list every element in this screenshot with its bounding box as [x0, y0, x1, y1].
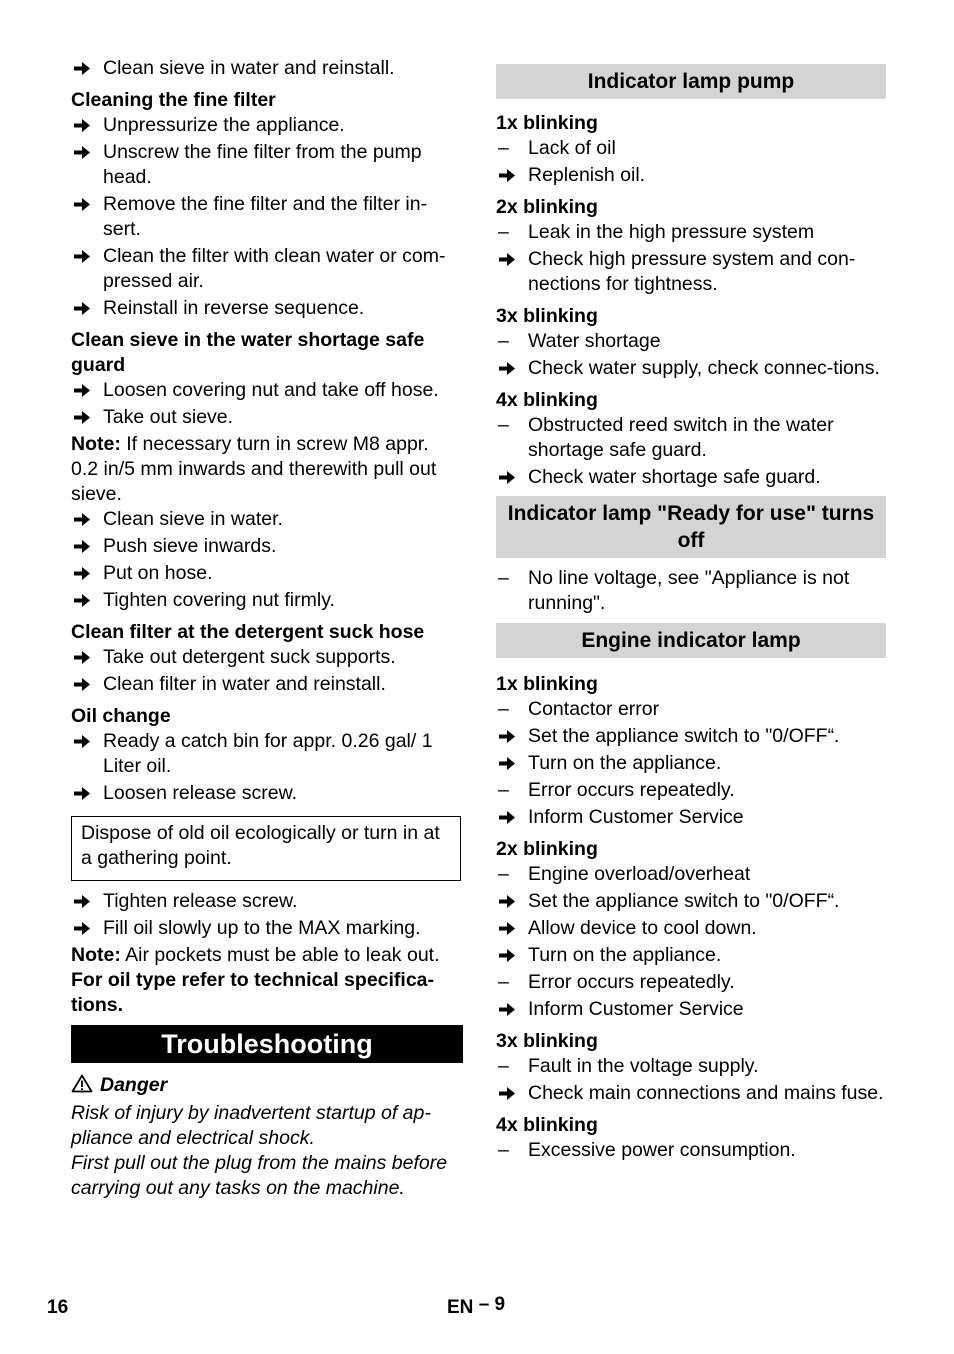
arrow-right-icon — [73, 566, 91, 581]
list-item: Turn on the appliance. — [496, 943, 886, 968]
list-item: Ready a catch bin for appr. 0.26 gal/ 1 Liter oil. — [71, 729, 461, 779]
list-item: Unpressurize the appliance. — [71, 113, 461, 138]
list-item: – Fault in the voltage supply. — [498, 1055, 759, 1077]
subheading-2x-blinking: 2x blinking — [496, 196, 598, 218]
arrow-right-icon — [73, 61, 91, 76]
arrow-right-icon — [498, 921, 516, 936]
arrow-right-icon — [498, 361, 516, 376]
list-item: – No line voltage, see "Appliance is not running". — [498, 567, 850, 614]
arrow-right-icon — [498, 470, 516, 485]
dash-bullet: – — [498, 1055, 509, 1077]
list-item: – Excessive power consumption. — [498, 1139, 796, 1161]
arrow-right-icon — [73, 197, 91, 212]
list-item: Reinstall in reverse sequence. — [71, 296, 461, 321]
list-item: Put on hose. — [71, 561, 461, 586]
arrow-right-icon — [498, 729, 516, 744]
subheading-1x-blinking: 1x blinking — [496, 112, 598, 134]
section-title-troubleshooting: Troubleshooting — [71, 1025, 463, 1063]
list-item: Clean sieve in water. — [71, 507, 461, 532]
list-item: Fill oil slowly up to the MAX marking. — [71, 916, 461, 941]
list-item: Check water supply, check connec-tions. — [496, 356, 886, 381]
arrow-right-icon — [498, 894, 516, 909]
danger-heading: Danger — [71, 1073, 461, 1098]
heading-engine-indicator-lamp: Engine indicator lamp — [496, 623, 886, 658]
arrow-right-icon — [73, 118, 91, 133]
subheading-3x-blinking: 3x blinking — [496, 1030, 598, 1052]
warning-triangle-icon — [71, 1074, 93, 1093]
arrow-right-icon — [73, 249, 91, 264]
arrow-right-icon — [498, 1086, 516, 1101]
list-item: Remove the fine filter and the filter in-sert. — [71, 192, 461, 242]
list-item: Loosen release screw. — [71, 781, 461, 806]
list-item: Unscrew the fine filter from the pump head. — [71, 140, 461, 190]
subheading-4x-blinking: 4x blinking — [496, 389, 598, 411]
list-item: Inform Customer Service — [496, 805, 886, 830]
arrow-right-icon — [73, 650, 91, 665]
arrow-right-icon — [498, 756, 516, 771]
heading-ready-for-use-lamp: Indicator lamp "Ready for use" turns off — [496, 496, 886, 558]
list-item: Push sieve inwards. — [71, 534, 461, 559]
list-item: Turn on the appliance. — [496, 751, 886, 776]
arrow-right-icon — [73, 301, 91, 316]
subheading-3x-blinking: 3x blinking — [496, 305, 598, 327]
list-item: – Engine overload/overheat — [498, 863, 751, 885]
arrow-right-icon — [498, 948, 516, 963]
arrow-right-icon — [73, 894, 91, 909]
list-item: Clean filter in water and reinstall. — [71, 672, 461, 697]
list-item: Allow device to cool down. — [496, 916, 886, 941]
arrow-right-icon — [73, 512, 91, 527]
right-column — [496, 64, 886, 1165]
arrow-right-icon — [73, 677, 91, 692]
list-item: Take out sieve. — [71, 405, 461, 430]
list-item: Tighten release screw. — [71, 889, 461, 914]
list-item: Check high pressure system and con-nections for tightness. — [496, 247, 886, 297]
heading-indicator-lamp-pump: Indicator lamp pump — [496, 64, 886, 99]
list-item: Clean the filter with clean water or com-pressed air. — [71, 244, 461, 294]
note-paragraph: Note: If necessary turn in screw M8 appr. 0.2 in/5 mm inwards and therewith pull out sieve. — [71, 433, 437, 505]
dash-bullet: – — [498, 414, 509, 436]
heading-oil-change: Oil change — [71, 705, 171, 727]
list-item: Check main connections and mains fuse. — [496, 1081, 886, 1106]
heading-fine-filter: Cleaning the fine filter — [71, 89, 276, 111]
list-item: Loosen covering nut and take off hose. — [71, 378, 461, 403]
list-item: Set the appliance switch to "0/OFF“. — [496, 889, 886, 914]
arrow-right-icon — [73, 734, 91, 749]
list-item: Clean sieve in water and reinstall. — [71, 56, 461, 81]
list-item: – Error occurs repeatedly. — [498, 971, 735, 993]
arrow-right-icon — [73, 410, 91, 425]
dash-bullet: – — [498, 221, 509, 243]
environment-notice-box: Dispose of old oil ecologically or turn in at a gathering point. — [71, 816, 461, 881]
dash-bullet: – — [498, 971, 509, 993]
arrow-right-icon — [73, 593, 91, 608]
dash-bullet: – — [498, 567, 509, 589]
arrow-right-icon — [73, 383, 91, 398]
note-paragraph: Note: Air pockets must be able to leak out. — [71, 944, 440, 966]
list-item: – Leak in the high pressure system — [498, 221, 815, 243]
list-item: Check water shortage safe guard. — [496, 465, 886, 490]
oil-type-note: For oil type refer to technical specifica-tions. — [71, 969, 435, 1016]
subheading-1x-blinking: 1x blinking — [496, 673, 598, 695]
dash-bullet: – — [498, 137, 509, 159]
arrow-right-icon — [73, 145, 91, 160]
arrow-right-icon — [498, 168, 516, 183]
page-number: 16 — [47, 1297, 69, 1318]
subheading-4x-blinking: 4x blinking — [496, 1114, 598, 1136]
arrow-right-icon — [73, 921, 91, 936]
footer-label: EN – 9 — [447, 1294, 506, 1318]
list-item: – Error occurs repeatedly. — [498, 779, 735, 801]
dash-bullet: – — [498, 779, 509, 801]
list-item: Tighten covering nut firmly. — [71, 588, 461, 613]
list-item: – Contactor error — [498, 698, 660, 720]
dash-bullet: – — [498, 863, 509, 885]
heading-detergent-filter: Clean filter at the detergent suck hose — [71, 621, 425, 643]
list-item: Take out detergent suck supports. — [71, 645, 461, 670]
arrow-right-icon — [498, 1002, 516, 1017]
arrow-right-icon — [498, 810, 516, 825]
list-item: – Lack of oil — [498, 137, 616, 159]
arrow-right-icon — [498, 252, 516, 267]
danger-text: First pull out the plug from the mains before carrying out any tasks on the machine. — [71, 1152, 448, 1199]
list-item: – Water shortage — [498, 330, 661, 352]
danger-text: Risk of injury by inadvertent startup of ap-pliance and electrical shock. — [71, 1102, 431, 1149]
heading-water-shortage-sieve: Clean sieve in the water shortage safe guard — [71, 329, 425, 376]
arrow-right-icon — [73, 539, 91, 554]
list-item: Inform Customer Service — [496, 997, 886, 1022]
subheading-2x-blinking: 2x blinking — [496, 838, 598, 860]
arrow-right-icon — [73, 786, 91, 801]
dash-bullet: – — [498, 698, 509, 720]
dash-bullet: – — [498, 330, 509, 352]
list-item: – Obstructed reed switch in the water shortage safe guard. — [498, 414, 834, 461]
list-item: Set the appliance switch to "0/OFF“. — [496, 724, 886, 749]
dash-bullet: – — [498, 1139, 509, 1161]
left-column — [71, 56, 461, 1201]
list-item: Replenish oil. — [496, 163, 886, 188]
